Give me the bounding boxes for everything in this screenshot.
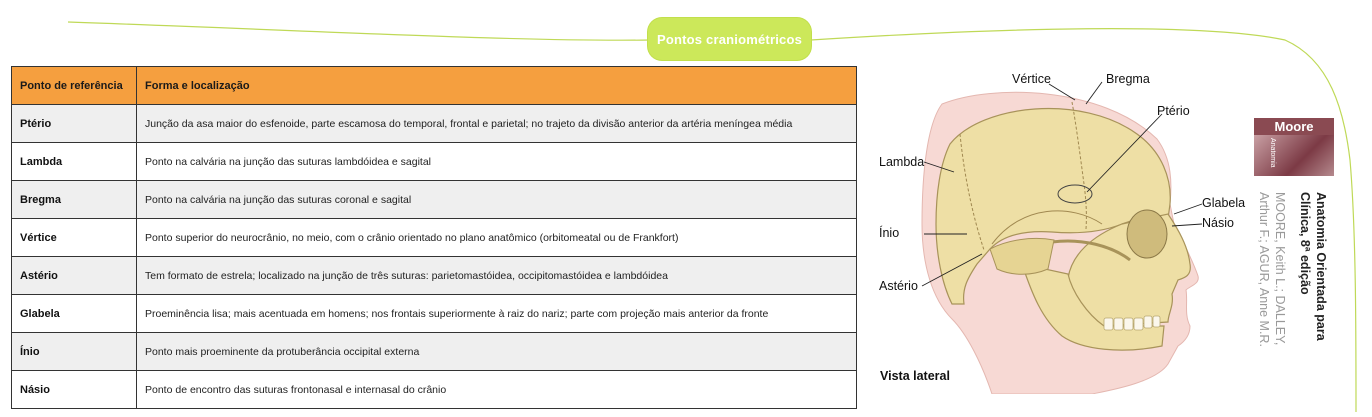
point-description: Proeminência lisa; mais acentuada em homens; nos frontais superiormente à raiz do nariz; parte com projeção mais anterior da fronte xyxy=(137,295,857,333)
point-description: Junção da asa maior do esfenoide, parte escamosa do temporal, frontal e parietal; no trajeto da divisão anterior da artéria meníngea média xyxy=(137,105,857,143)
cover-subtitle: Anatomia xyxy=(1269,138,1276,168)
source-authors-line2: Arthur F.; AGUR, Anne M.R. xyxy=(1257,192,1271,347)
source-book-title xyxy=(1297,192,1329,341)
point-name: Násio xyxy=(12,371,137,409)
figure-caption: Vista lateral xyxy=(880,369,950,383)
point-name: Glabela xyxy=(12,295,137,333)
label-pterio: Ptério xyxy=(1157,104,1190,118)
source-title-line1: Anatomia Orientada para xyxy=(1314,192,1328,341)
point-description: Ponto de encontro das suturas frontonasal e internasal do crânio xyxy=(137,371,857,409)
label-bregma: Bregma xyxy=(1106,72,1150,86)
section-title-badge xyxy=(648,18,811,60)
point-name: Ínio xyxy=(12,333,137,371)
point-name: Astério xyxy=(12,257,137,295)
point-name: Vértice xyxy=(12,219,137,257)
label-asterio: Astério xyxy=(879,279,918,293)
table-row xyxy=(12,181,857,219)
point-description: Ponto na calvária na junção das suturas coronal e sagital xyxy=(137,181,857,219)
label-inio: Ínio xyxy=(879,226,900,240)
craniometric-points-table xyxy=(11,66,857,409)
label-vertice: Vértice xyxy=(1012,72,1051,86)
point-description: Ponto na calvária na junção das suturas lambdóidea e sagital xyxy=(137,143,857,181)
label-lambda: Lambda xyxy=(879,155,925,169)
table-row xyxy=(12,219,857,257)
point-name: Bregma xyxy=(12,181,137,219)
cover-brand: Moore xyxy=(1274,119,1314,134)
table-row xyxy=(12,257,857,295)
column-header-description: Forma e localização xyxy=(137,67,857,105)
teeth xyxy=(1104,316,1160,330)
orbit xyxy=(1127,210,1167,258)
point-name: Ptério xyxy=(12,105,137,143)
point-name: Lambda xyxy=(12,143,137,181)
table-header-row xyxy=(12,67,857,105)
table-row xyxy=(12,105,857,143)
table-row xyxy=(12,295,857,333)
source-authors-line1: MOORE, Keith L.; DALLEY, xyxy=(1273,192,1287,346)
label-glabela: Glabela xyxy=(1202,196,1246,210)
label-nasio: Násio xyxy=(1202,216,1234,230)
section-title: Pontos craniométricos xyxy=(656,31,803,47)
table-row xyxy=(12,143,857,181)
table-row xyxy=(12,333,857,371)
source-authors xyxy=(1256,192,1288,347)
table-row xyxy=(12,371,857,409)
book-cover-thumbnail xyxy=(1254,118,1334,176)
source-title-line2: Clínica, 8ª edição xyxy=(1298,192,1312,295)
point-description: Ponto superior do neurocrânio, no meio, com o crânio orientado no plano anatômico (orbitomeatal ou de Frankfort) xyxy=(137,219,857,257)
point-description: Tem formato de estrela; localizado na junção de três suturas: parietomastóidea, occipitomastóidea e lambdóidea xyxy=(137,257,857,295)
cover-art xyxy=(1254,135,1334,176)
point-description: Ponto mais proeminente da protuberância occipital externa xyxy=(137,333,857,371)
column-header-point: Ponto de referência xyxy=(12,67,137,105)
